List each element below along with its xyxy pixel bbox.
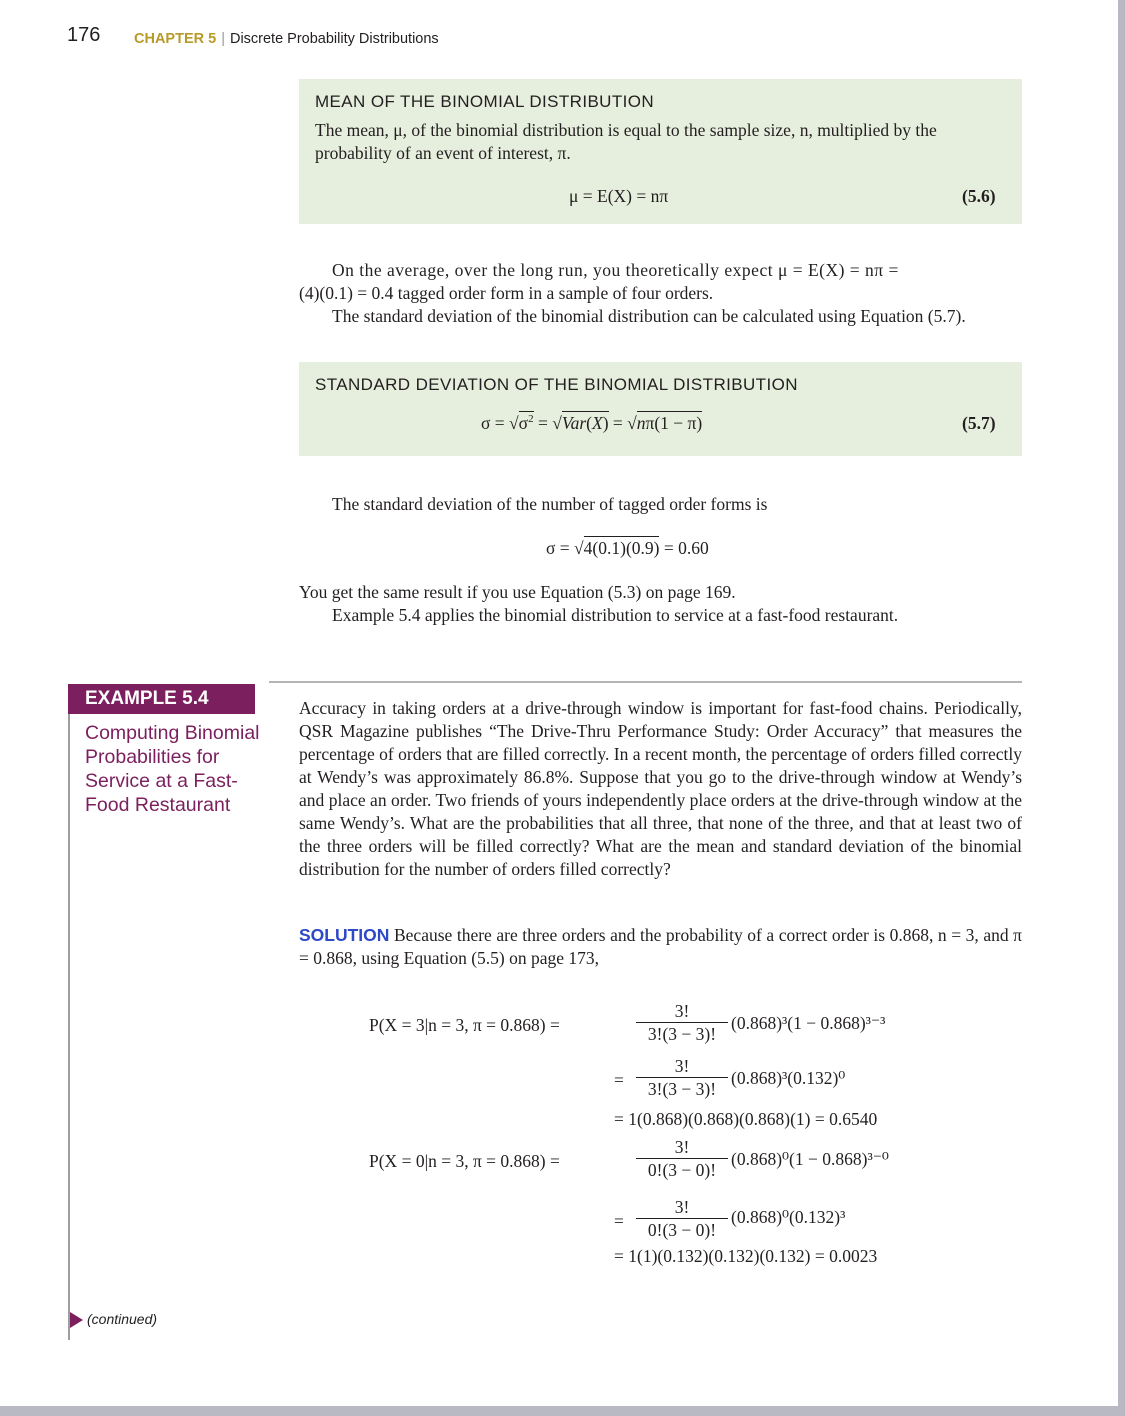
fraction-denominator: 3!(3 − 3)! [647,1079,717,1099]
fraction-denominator: 0!(3 − 0)! [647,1160,717,1180]
equation-number-5-7: (5.7) [962,413,996,433]
continued-marker [70,1311,157,1328]
px3-fraction-2 [636,1056,728,1099]
sd-example-intro: The standard deviation of the number of tagged order forms is [332,494,768,514]
example-body: Accuracy in taking orders at a drive-through window is important for fast-food chains. Periodically, QSR Magazine publishes “The Drive-Thru Performance Study: Order Accuracy” that measures the percentage of orders that are filled correctly. In a recent month, the percentage of orders filled correctly at Wendy’s was approximately 86.8%. Suppose that you go to the drive-through window at Wendy’s and place an order. Two friends of yours independently place orders at the drive-through window at the same Wendy’s. What are the probabilities that all three, that none of the three, and that at least two of the three orders will be filled correctly? What are the mean and standard deviation of the binomial distribution for the number of orders filled correctly? [299,698,1022,879]
example-preview-line: Example 5.4 applies the binomial distribution to service at a fast-food restaurant. [332,605,899,625]
example-title: Computing Binomial Probabilities for Service at a Fast-Food Restaurant [85,722,260,816]
px0-equals-2: = [614,1211,624,1231]
head-separator: | [221,31,225,47]
solution-label: SOLUTION [299,925,390,945]
fraction-numerator: 3! [636,1056,728,1078]
mean-example-line-1: On the average, over the long run, you theoretically expect μ = E(X) = nπ = [332,260,899,280]
running-head [134,31,439,47]
fraction-denominator: 3!(3 − 3)! [647,1024,717,1044]
solution-text: Because there are three orders and the probability of a correct order is 0.868, n = 3, and π = 0.868, using Equation (5.5) on page 173, [299,925,1022,968]
equation-number-5-6: (5.6) [962,186,996,206]
mean-example-line-2: (4)(0.1) = 0.4 tagged order form in a sample of four orders. [299,283,714,303]
fraction-numerator: 3! [636,1001,728,1023]
page-frame-right [1118,0,1125,1416]
px3-term-1: (0.868)³(1 − 0.868)³⁻³ [731,1013,886,1033]
example-top-rule [269,681,1022,683]
mean-box-title: MEAN OF THE BINOMIAL DISTRIBUTION [315,92,655,111]
sd-definition-box [299,362,1022,456]
page-number: 176 [67,24,101,46]
mean-definition-box [299,79,1022,224]
fraction-denominator: 0!(3 − 0)! [647,1220,717,1240]
sd-intro-line: The standard deviation of the binomial distribution can be calculated using Equation (5.7). [332,306,966,326]
sd-example-equation: σ = √4(0.1)(0.9) = 0.60 [546,538,709,558]
sd-equation: $\sigma = √\sigma^2 = √Var(X) = √n\pi(1 - \pi)$ [481,413,703,433]
example-side-rule [68,712,70,1340]
mean-equation: μ = E(X) = nπ [569,186,669,206]
px3-term-2: (0.868)³(0.132)⁰ [731,1068,846,1088]
px3-result: = 1(0.868)(0.868)(0.868)(1) = 0.6540 [614,1109,878,1129]
px0-term-2: (0.868)⁰(0.132)³ [731,1207,846,1227]
px3-fraction-1 [636,1001,728,1044]
px3-equals-2: = [614,1070,624,1090]
px0-fraction-2 [636,1197,728,1240]
page-frame-bottom [0,1406,1125,1416]
px0-term-1: (0.868)⁰(1 − 0.868)³⁻⁰ [731,1149,889,1169]
fraction-numerator: 3! [636,1137,728,1159]
fraction-numerator: 3! [636,1197,728,1219]
px0-result: = 1(1)(0.132)(0.132)(0.132) = 0.0023 [614,1246,878,1266]
same-result-line: You get the same result if you use Equation (5.3) on page 169. [299,582,736,602]
sd-example-result: = 0.60 [663,538,709,558]
sd-box-title: STANDARD DEVIATION OF THE BINOMIAL DISTRIBUTION [315,375,798,394]
continued-arrow-icon [70,1312,83,1328]
continued-label: (continued) [87,1311,158,1327]
px0-fraction-1 [636,1137,728,1180]
mean-box-text: The mean, μ, of the binomial distribution is equal to the sample size, n, multiplied by the probability of an event of interest, π. [315,120,937,163]
chapter-label: CHAPTER 5 [134,31,217,47]
example-label: EXAMPLE 5.4 [68,684,255,714]
solution-paragraph [299,924,1022,970]
px3-lhs: P(X = 3|n = 3, π = 0.868) = [369,1015,560,1035]
chapter-title: Discrete Probability Distributions [229,31,439,47]
px0-lhs: P(X = 0|n = 3, π = 0.868) = [369,1151,560,1171]
